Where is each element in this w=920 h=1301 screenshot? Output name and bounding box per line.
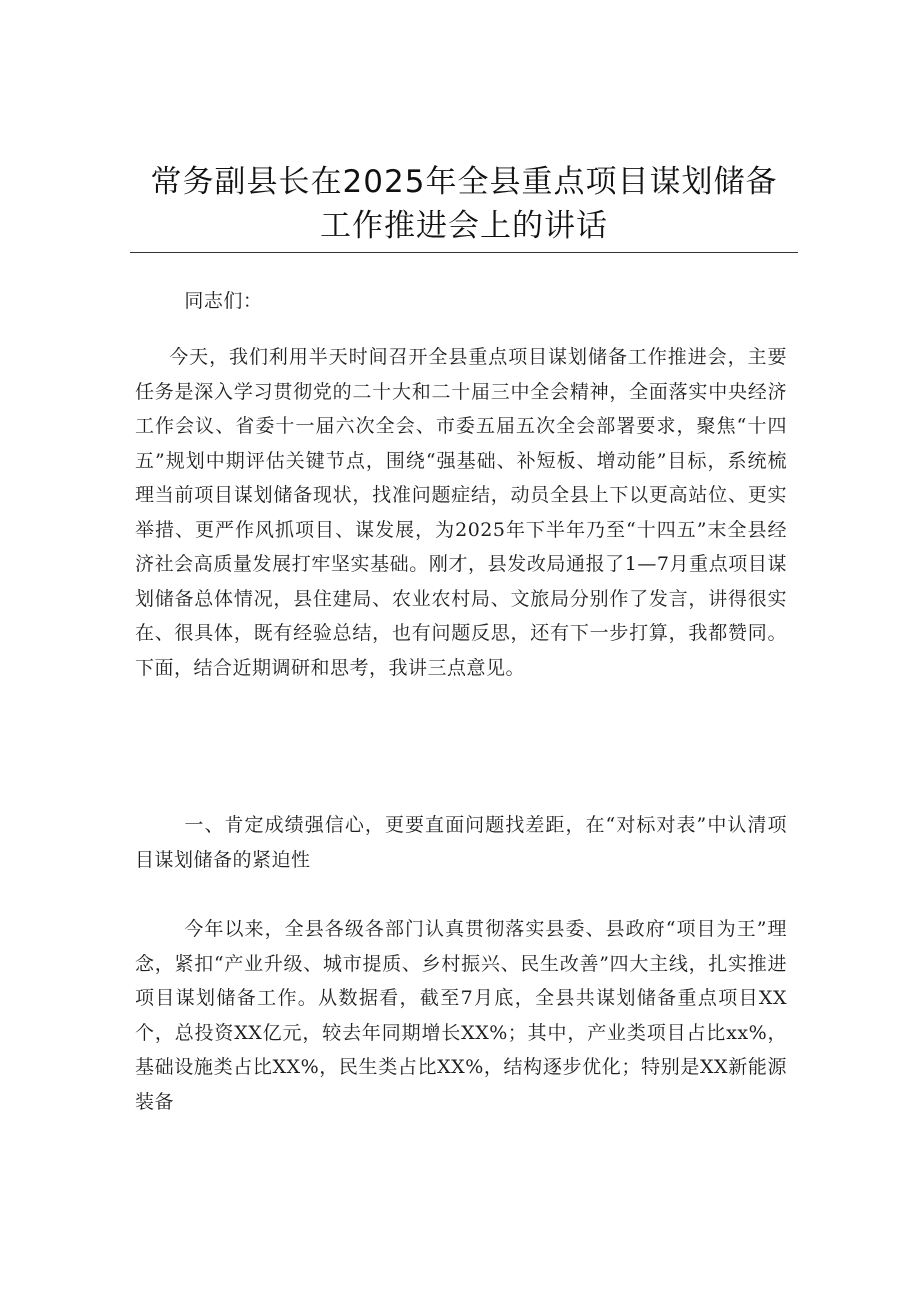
- section-1-paragraph: 今年以来，全县各级各部门认真贯彻落实县委、县政府“项目为王”理念，紧扣“产业升级、城市提质、乡村振兴、民生改善”四大主线，扎实推进项目谋划储备工作。从数据看，截至7月底，全县共谋划储备重点项目XX个，总投资XX亿元，较去年同期增长XX%；其中，产业类项目占比xx%，基础设施类占比XX%，民生类占比XX%，结构逐步优化；特别是XX新能源装备: [135, 918, 787, 1113]
- section-1-heading: 一、肯定成绩强信心，更要直面问题找差距，在“对标对表”中认清项目谋划储备的紧迫性: [135, 814, 787, 871]
- title-divider: [130, 252, 798, 253]
- intro-paragraph: 今天，我们利用半天时间召开全县重点项目谋划储备工作推进会，主要任务是深入学习贯彻党的二十大和二十届三中全会精神，全面落实中央经济工作会议、省委十一届六次全会、市委五届五次全会部署要求，聚焦“十四五”规划中期评估关键节点，围绕“强基础、补短板、增动能”目标，系统梳理当前项目谋划储备现状，找准问题症结，动员全县上下以更高站位、更实举措、更严作风抓项目、谋发展，为2025年下半年乃至“十四五”末全县经济社会高质量发展打牢坚实基础。刚才，县发改局通报了1—7月重点项目谋划储备总体情况，县住建局、农业农村局、文旅局分别作了发言，讲得很实在、很具体，既有经验总结，也有问题反思，还有下一步打算，我都赞同。下面，结合近期调研和思考，我讲三点意见。: [135, 346, 787, 679]
- title-line-2: 工作推进会上的讲话: [320, 208, 608, 244]
- title-line-1: 常务副县长在2025年全县重点项目谋划储备: [150, 164, 778, 200]
- document-title: [130, 160, 798, 248]
- salutation: 同志们：: [184, 290, 263, 312]
